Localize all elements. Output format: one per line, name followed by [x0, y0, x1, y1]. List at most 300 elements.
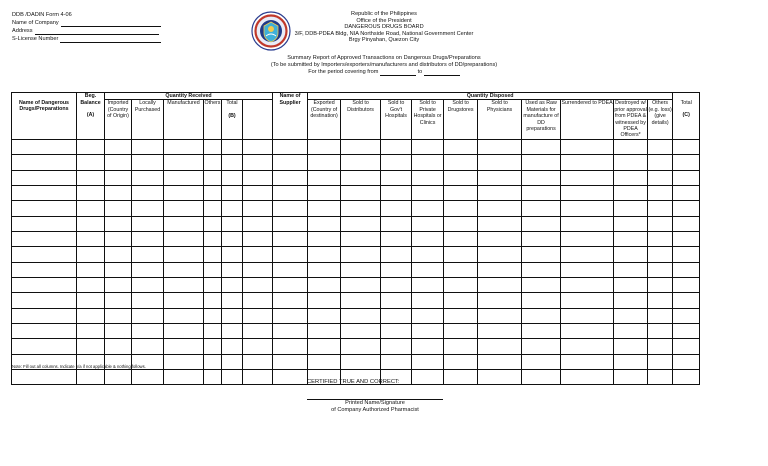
table-cell[interactable]	[164, 370, 204, 385]
table-cell[interactable]	[478, 277, 522, 292]
table-cell[interactable]	[673, 323, 700, 338]
table-cell[interactable]	[222, 216, 243, 231]
table-cell[interactable]	[412, 354, 444, 369]
table-cell[interactable]	[77, 262, 105, 277]
table-cell[interactable]	[341, 323, 381, 338]
table-cell[interactable]	[614, 370, 648, 385]
table-cell[interactable]	[614, 323, 648, 338]
table-cell[interactable]	[105, 247, 132, 262]
table-cell[interactable]	[308, 262, 341, 277]
table-cell[interactable]	[673, 231, 700, 246]
table-cell[interactable]	[243, 293, 273, 308]
table-cell[interactable]	[12, 277, 77, 292]
table-cell[interactable]	[648, 293, 673, 308]
table-cell[interactable]	[522, 354, 561, 369]
table-cell[interactable]	[273, 201, 308, 216]
table-cell[interactable]	[132, 277, 164, 292]
table-cell[interactable]	[308, 323, 341, 338]
table-cell[interactable]	[648, 216, 673, 231]
table-cell[interactable]	[673, 277, 700, 292]
table-cell[interactable]	[673, 185, 700, 200]
table-cell[interactable]	[444, 370, 478, 385]
table-cell[interactable]	[648, 354, 673, 369]
table-cell[interactable]	[561, 170, 614, 185]
table-cell[interactable]	[204, 170, 222, 185]
table-cell[interactable]	[105, 339, 132, 354]
table-cell[interactable]	[243, 231, 273, 246]
table-cell[interactable]	[522, 247, 561, 262]
table-cell[interactable]	[478, 293, 522, 308]
table-cell[interactable]	[341, 339, 381, 354]
table-cell[interactable]	[105, 277, 132, 292]
table-cell[interactable]	[561, 277, 614, 292]
table-cell[interactable]	[132, 139, 164, 154]
table-cell[interactable]	[341, 354, 381, 369]
table-cell[interactable]	[412, 277, 444, 292]
table-cell[interactable]	[412, 231, 444, 246]
table-cell[interactable]	[341, 262, 381, 277]
table-cell[interactable]	[105, 170, 132, 185]
period-from-field[interactable]	[380, 75, 416, 76]
table-cell[interactable]	[522, 185, 561, 200]
table-cell[interactable]	[614, 155, 648, 170]
table-cell[interactable]	[522, 201, 561, 216]
address-field[interactable]: Address	[12, 27, 161, 35]
table-cell[interactable]	[648, 262, 673, 277]
table-cell[interactable]	[222, 201, 243, 216]
table-cell[interactable]	[478, 231, 522, 246]
table-cell[interactable]	[164, 155, 204, 170]
table-cell[interactable]	[204, 231, 222, 246]
table-cell[interactable]	[614, 201, 648, 216]
table-cell[interactable]	[164, 323, 204, 338]
table-cell[interactable]	[308, 308, 341, 323]
table-cell[interactable]	[204, 247, 222, 262]
table-cell[interactable]	[522, 231, 561, 246]
table-cell[interactable]	[412, 293, 444, 308]
table-cell[interactable]	[648, 370, 673, 385]
table-cell[interactable]	[673, 262, 700, 277]
table-cell[interactable]	[381, 247, 412, 262]
table-cell[interactable]	[478, 201, 522, 216]
table-cell[interactable]	[444, 262, 478, 277]
table-cell[interactable]	[381, 293, 412, 308]
table-cell[interactable]	[243, 201, 273, 216]
table-cell[interactable]	[204, 354, 222, 369]
table-cell[interactable]	[412, 201, 444, 216]
table-cell[interactable]	[243, 216, 273, 231]
table-cell[interactable]	[444, 293, 478, 308]
table-cell[interactable]	[444, 323, 478, 338]
table-cell[interactable]	[77, 155, 105, 170]
table-cell[interactable]	[478, 262, 522, 277]
table-cell[interactable]	[412, 308, 444, 323]
table-cell[interactable]	[648, 247, 673, 262]
table-cell[interactable]	[381, 308, 412, 323]
table-cell[interactable]	[308, 339, 341, 354]
table-cell[interactable]	[308, 170, 341, 185]
table-cell[interactable]	[522, 293, 561, 308]
table-cell[interactable]	[412, 216, 444, 231]
table-cell[interactable]	[132, 339, 164, 354]
table-cell[interactable]	[614, 339, 648, 354]
table-cell[interactable]	[381, 323, 412, 338]
table-cell[interactable]	[341, 231, 381, 246]
table-cell[interactable]	[12, 323, 77, 338]
table-cell[interactable]	[164, 170, 204, 185]
table-cell[interactable]	[105, 370, 132, 385]
table-cell[interactable]	[77, 216, 105, 231]
table-cell[interactable]	[204, 339, 222, 354]
table-cell[interactable]	[204, 370, 222, 385]
license-field[interactable]: S-License Number	[12, 35, 161, 43]
table-cell[interactable]	[648, 170, 673, 185]
table-cell[interactable]	[614, 185, 648, 200]
table-cell[interactable]	[164, 339, 204, 354]
table-cell[interactable]	[12, 155, 77, 170]
table-cell[interactable]	[222, 155, 243, 170]
table-cell[interactable]	[273, 339, 308, 354]
table-cell[interactable]	[673, 370, 700, 385]
table-cell[interactable]	[673, 293, 700, 308]
table-cell[interactable]	[444, 216, 478, 231]
table-cell[interactable]	[381, 139, 412, 154]
table-cell[interactable]	[381, 231, 412, 246]
period-to-field[interactable]	[424, 75, 460, 76]
table-cell[interactable]	[308, 231, 341, 246]
table-cell[interactable]	[204, 277, 222, 292]
table-cell[interactable]	[308, 201, 341, 216]
table-cell[interactable]	[243, 185, 273, 200]
table-cell[interactable]	[673, 216, 700, 231]
table-cell[interactable]	[308, 293, 341, 308]
table-cell[interactable]	[522, 216, 561, 231]
table-cell[interactable]	[522, 308, 561, 323]
table-cell[interactable]	[105, 155, 132, 170]
table-cell[interactable]	[132, 323, 164, 338]
table-cell[interactable]	[341, 170, 381, 185]
table-cell[interactable]	[478, 170, 522, 185]
table-cell[interactable]	[444, 155, 478, 170]
table-cell[interactable]	[412, 155, 444, 170]
table-cell[interactable]	[412, 262, 444, 277]
table-cell[interactable]	[222, 370, 243, 385]
table-cell[interactable]	[273, 308, 308, 323]
table-cell[interactable]	[412, 247, 444, 262]
table-cell[interactable]	[522, 339, 561, 354]
table-cell[interactable]	[614, 170, 648, 185]
table-cell[interactable]	[222, 170, 243, 185]
table-cell[interactable]	[12, 201, 77, 216]
table-cell[interactable]	[341, 185, 381, 200]
table-cell[interactable]	[341, 308, 381, 323]
table-cell[interactable]	[561, 339, 614, 354]
table-cell[interactable]	[308, 185, 341, 200]
table-cell[interactable]	[204, 155, 222, 170]
table-cell[interactable]	[164, 216, 204, 231]
table-cell[interactable]	[561, 201, 614, 216]
table-cell[interactable]	[273, 170, 308, 185]
table-cell[interactable]	[614, 354, 648, 369]
table-cell[interactable]	[243, 155, 273, 170]
table-cell[interactable]	[614, 139, 648, 154]
table-cell[interactable]	[243, 370, 273, 385]
table-cell[interactable]	[273, 277, 308, 292]
table-cell[interactable]	[412, 139, 444, 154]
table-cell[interactable]	[478, 216, 522, 231]
table-cell[interactable]	[614, 231, 648, 246]
table-cell[interactable]	[561, 155, 614, 170]
table-cell[interactable]	[444, 201, 478, 216]
table-cell[interactable]	[273, 370, 308, 385]
table-cell[interactable]	[561, 262, 614, 277]
table-cell[interactable]	[222, 339, 243, 354]
table-cell[interactable]	[132, 155, 164, 170]
table-cell[interactable]	[308, 354, 341, 369]
table-cell[interactable]	[243, 262, 273, 277]
table-cell[interactable]	[341, 293, 381, 308]
table-cell[interactable]	[381, 354, 412, 369]
table-cell[interactable]	[673, 354, 700, 369]
table-cell[interactable]	[444, 277, 478, 292]
table-cell[interactable]	[77, 277, 105, 292]
table-cell[interactable]	[614, 262, 648, 277]
table-cell[interactable]	[648, 323, 673, 338]
table-cell[interactable]	[561, 323, 614, 338]
table-cell[interactable]	[412, 370, 444, 385]
table-cell[interactable]	[478, 185, 522, 200]
table-cell[interactable]	[522, 155, 561, 170]
table-cell[interactable]	[204, 201, 222, 216]
table-cell[interactable]	[341, 247, 381, 262]
table-cell[interactable]	[273, 354, 308, 369]
table-cell[interactable]	[381, 262, 412, 277]
table-cell[interactable]	[614, 216, 648, 231]
table-cell[interactable]	[673, 247, 700, 262]
table-cell[interactable]	[308, 216, 341, 231]
table-cell[interactable]	[77, 185, 105, 200]
table-cell[interactable]	[444, 170, 478, 185]
table-cell[interactable]	[412, 170, 444, 185]
table-cell[interactable]	[164, 139, 204, 154]
table-cell[interactable]	[308, 155, 341, 170]
table-cell[interactable]	[204, 262, 222, 277]
table-cell[interactable]	[273, 262, 308, 277]
table-cell[interactable]	[341, 155, 381, 170]
table-cell[interactable]	[648, 185, 673, 200]
table-cell[interactable]	[614, 247, 648, 262]
table-cell[interactable]	[77, 139, 105, 154]
table-cell[interactable]	[132, 370, 164, 385]
table-cell[interactable]	[77, 323, 105, 338]
table-cell[interactable]	[381, 201, 412, 216]
table-cell[interactable]	[444, 139, 478, 154]
table-cell[interactable]	[444, 308, 478, 323]
table-cell[interactable]	[222, 185, 243, 200]
table-cell[interactable]	[273, 216, 308, 231]
table-cell[interactable]	[132, 216, 164, 231]
table-cell[interactable]	[381, 185, 412, 200]
table-cell[interactable]	[105, 262, 132, 277]
table-cell[interactable]	[522, 277, 561, 292]
table-cell[interactable]	[204, 293, 222, 308]
table-cell[interactable]	[132, 231, 164, 246]
table-cell[interactable]	[478, 308, 522, 323]
table-cell[interactable]	[561, 139, 614, 154]
table-cell[interactable]	[132, 262, 164, 277]
company-name-field[interactable]: Name of Company	[12, 19, 161, 27]
table-cell[interactable]	[222, 293, 243, 308]
table-cell[interactable]	[222, 139, 243, 154]
table-cell[interactable]	[132, 308, 164, 323]
table-cell[interactable]	[164, 185, 204, 200]
table-cell[interactable]	[648, 139, 673, 154]
table-cell[interactable]	[444, 339, 478, 354]
table-cell[interactable]	[77, 170, 105, 185]
table-cell[interactable]	[561, 247, 614, 262]
table-cell[interactable]	[222, 323, 243, 338]
table-cell[interactable]	[77, 370, 105, 385]
table-cell[interactable]	[12, 170, 77, 185]
table-cell[interactable]	[222, 354, 243, 369]
table-cell[interactable]	[648, 277, 673, 292]
table-cell[interactable]	[105, 323, 132, 338]
table-cell[interactable]	[77, 231, 105, 246]
table-cell[interactable]	[273, 155, 308, 170]
table-cell[interactable]	[478, 354, 522, 369]
table-cell[interactable]	[522, 370, 561, 385]
table-cell[interactable]	[478, 370, 522, 385]
table-cell[interactable]	[444, 247, 478, 262]
table-cell[interactable]	[222, 262, 243, 277]
table-cell[interactable]	[243, 139, 273, 154]
table-cell[interactable]	[381, 170, 412, 185]
table-cell[interactable]	[105, 308, 132, 323]
table-cell[interactable]	[273, 323, 308, 338]
table-cell[interactable]	[561, 231, 614, 246]
table-cell[interactable]	[243, 247, 273, 262]
table-cell[interactable]	[12, 339, 77, 354]
table-cell[interactable]	[673, 170, 700, 185]
table-cell[interactable]	[12, 247, 77, 262]
table-cell[interactable]	[648, 308, 673, 323]
table-cell[interactable]	[12, 262, 77, 277]
table-cell[interactable]	[522, 139, 561, 154]
table-cell[interactable]	[164, 354, 204, 369]
table-cell[interactable]	[273, 247, 308, 262]
table-cell[interactable]	[381, 155, 412, 170]
table-cell[interactable]	[222, 277, 243, 292]
table-cell[interactable]	[673, 201, 700, 216]
table-cell[interactable]	[12, 139, 77, 154]
table-cell[interactable]	[105, 201, 132, 216]
table-cell[interactable]	[308, 139, 341, 154]
table-cell[interactable]	[77, 201, 105, 216]
table-cell[interactable]	[243, 170, 273, 185]
table-cell[interactable]	[164, 201, 204, 216]
table-cell[interactable]	[341, 216, 381, 231]
table-cell[interactable]	[12, 231, 77, 246]
table-cell[interactable]	[243, 323, 273, 338]
table-cell[interactable]	[522, 262, 561, 277]
table-cell[interactable]	[614, 277, 648, 292]
table-cell[interactable]	[105, 293, 132, 308]
table-cell[interactable]	[77, 247, 105, 262]
table-cell[interactable]	[243, 354, 273, 369]
table-cell[interactable]	[648, 339, 673, 354]
table-cell[interactable]	[164, 277, 204, 292]
table-cell[interactable]	[381, 339, 412, 354]
table-cell[interactable]	[412, 339, 444, 354]
table-cell[interactable]	[478, 339, 522, 354]
table-cell[interactable]	[222, 308, 243, 323]
table-cell[interactable]	[204, 185, 222, 200]
table-cell[interactable]	[673, 339, 700, 354]
table-cell[interactable]	[132, 247, 164, 262]
table-cell[interactable]	[648, 201, 673, 216]
table-cell[interactable]	[164, 247, 204, 262]
table-cell[interactable]	[105, 216, 132, 231]
table-cell[interactable]	[12, 370, 77, 385]
table-cell[interactable]	[648, 231, 673, 246]
table-cell[interactable]	[132, 293, 164, 308]
table-cell[interactable]	[132, 201, 164, 216]
table-cell[interactable]	[478, 155, 522, 170]
table-cell[interactable]	[243, 339, 273, 354]
table-cell[interactable]	[132, 170, 164, 185]
table-cell[interactable]	[273, 231, 308, 246]
table-cell[interactable]	[273, 139, 308, 154]
table-cell[interactable]	[243, 308, 273, 323]
table-cell[interactable]	[204, 308, 222, 323]
table-cell[interactable]	[12, 185, 77, 200]
table-cell[interactable]	[164, 293, 204, 308]
table-cell[interactable]	[648, 155, 673, 170]
table-cell[interactable]	[105, 185, 132, 200]
table-cell[interactable]	[444, 231, 478, 246]
table-cell[interactable]	[561, 308, 614, 323]
table-cell[interactable]	[561, 185, 614, 200]
table-cell[interactable]	[105, 139, 132, 154]
table-cell[interactable]	[522, 170, 561, 185]
table-cell[interactable]	[12, 293, 77, 308]
table-cell[interactable]	[381, 216, 412, 231]
table-cell[interactable]	[561, 370, 614, 385]
table-cell[interactable]	[273, 293, 308, 308]
table-cell[interactable]	[614, 308, 648, 323]
table-cell[interactable]	[673, 308, 700, 323]
table-cell[interactable]	[522, 323, 561, 338]
table-cell[interactable]	[308, 277, 341, 292]
table-cell[interactable]	[341, 277, 381, 292]
table-cell[interactable]	[614, 293, 648, 308]
table-cell[interactable]	[204, 139, 222, 154]
table-cell[interactable]	[561, 216, 614, 231]
table-cell[interactable]	[132, 185, 164, 200]
table-cell[interactable]	[204, 216, 222, 231]
table-cell[interactable]	[243, 277, 273, 292]
table-cell[interactable]	[341, 201, 381, 216]
table-cell[interactable]	[204, 323, 222, 338]
table-cell[interactable]	[12, 216, 77, 231]
table-cell[interactable]	[478, 323, 522, 338]
table-cell[interactable]	[77, 293, 105, 308]
table-cell[interactable]	[222, 231, 243, 246]
table-cell[interactable]	[105, 231, 132, 246]
table-cell[interactable]	[381, 277, 412, 292]
table-cell[interactable]	[444, 354, 478, 369]
table-cell[interactable]	[77, 339, 105, 354]
